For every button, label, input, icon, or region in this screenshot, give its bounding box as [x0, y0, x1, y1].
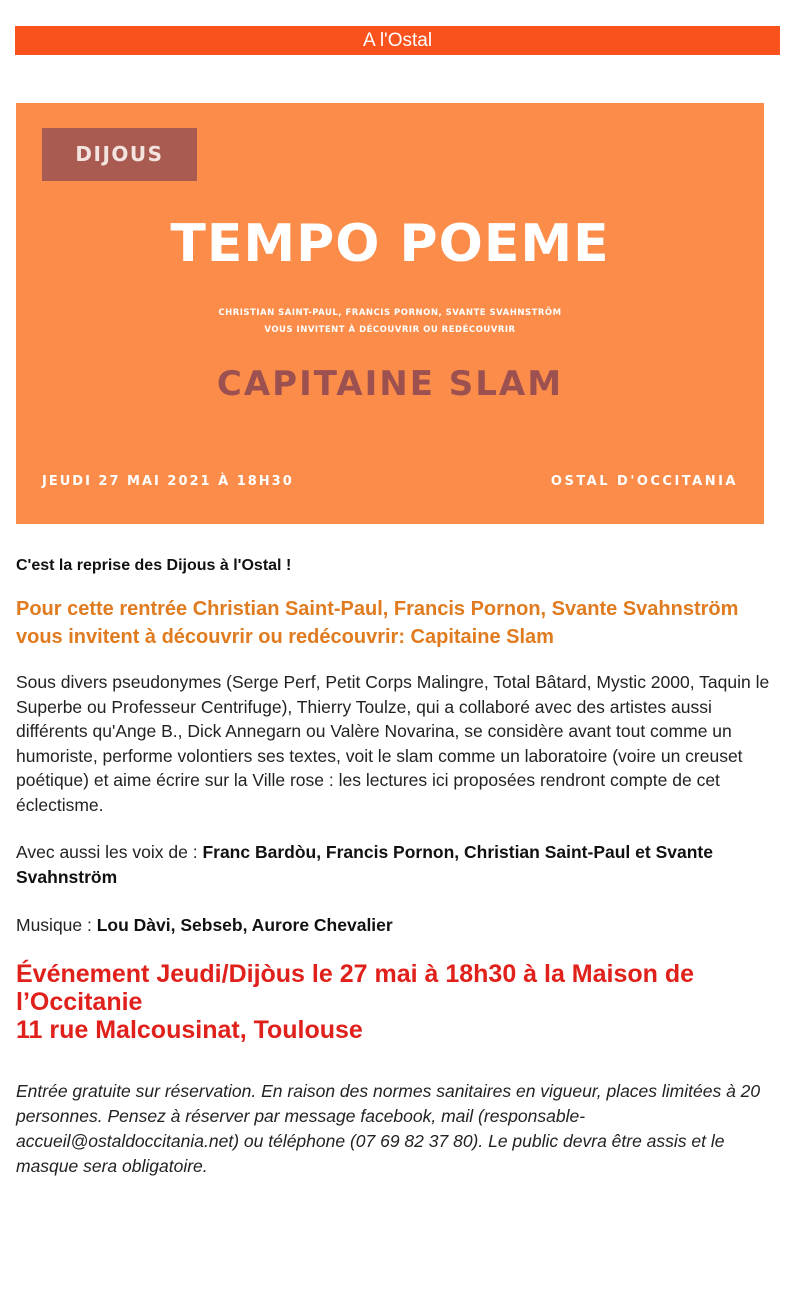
poster-headliner: CAPITAINE SLAM — [216, 364, 564, 404]
event-date-place: Événement Jeudi/Dijòus le 27 mai à 18h30 à la Maison de l’Occitanie — [16, 959, 695, 1016]
article-description: Sous divers pseudonymes (Serge Perf, Petit Corps Malingre, Total Bâtard, Mystic 2000, Taquin le Superbe ou Professeur Centrifuge), Thierry Toulze, qui a collaboré avec des artistes aussi différents qu'Ange B., Dick Annegarn ou Valère Novarina, se considère avant tout comme un humoriste, performe volontiers ses textes, voit le slam comme un laboratoire (voire un creuset poétique) et aime écrire sur la Ville rose : les lectures ici proposées rendront compte de cet éclectisme. — [16, 672, 770, 815]
article-lead: Pour cette rentrée Christian Saint-Paul, Francis Pornon, Svante Svahnström vous invitent à découvrir ou redécouvrir: Capitaine Slam — [16, 598, 739, 648]
voices-names: Franc Bardòu, Francis Pornon, Christian Saint-Paul et Svante Svahnström — [16, 842, 713, 887]
article-body — [16, 556, 786, 1179]
poster-date: JEUDI 27 MAI 2021 À 18H30 — [42, 474, 294, 489]
event-address: 11 rue Malcousinat, Toulouse — [16, 1015, 363, 1044]
article-music — [16, 913, 786, 938]
page-header-title: A l'Ostal — [362, 30, 433, 51]
poster-venue: OSTAL D'OCCITANIA — [550, 474, 738, 489]
music-names: Lou Dàvi, Sebseb, Aurore Chevalier — [96, 915, 393, 935]
article-voices — [16, 840, 786, 889]
article-intro: C'est la reprise des Dijous à l'Ostal ! — [16, 557, 292, 574]
event-poster-image — [16, 103, 764, 524]
entry-note: Entrée gratuite sur réservation. En raison des normes sanitaires en vigueur, places limitées à 20 personnes. Pensez à réserver par message facebook, mail (responsable-accueil@ostaldoccitania.net) ou téléphone (07 69 82 37 80). Le public devra être assis et le masque sera obligatoire. — [16, 1080, 761, 1176]
poster-subtitle: CHRISTIAN SAINT-PAUL, FRANCIS PORNON, SVANTE SVAHNSTRÖM VOUS INVITENT À DÉCOUVRIR OU REDÉCOUVRIR — [218, 308, 562, 335]
poster-title: TEMPO POEME — [170, 214, 610, 274]
music-label: Musique : — [16, 915, 97, 935]
page-header-bar — [15, 26, 780, 55]
poster-tag: DIJOUS — [42, 128, 197, 181]
event-details — [16, 960, 786, 1044]
voices-label: Avec aussi les voix de : — [16, 842, 203, 862]
